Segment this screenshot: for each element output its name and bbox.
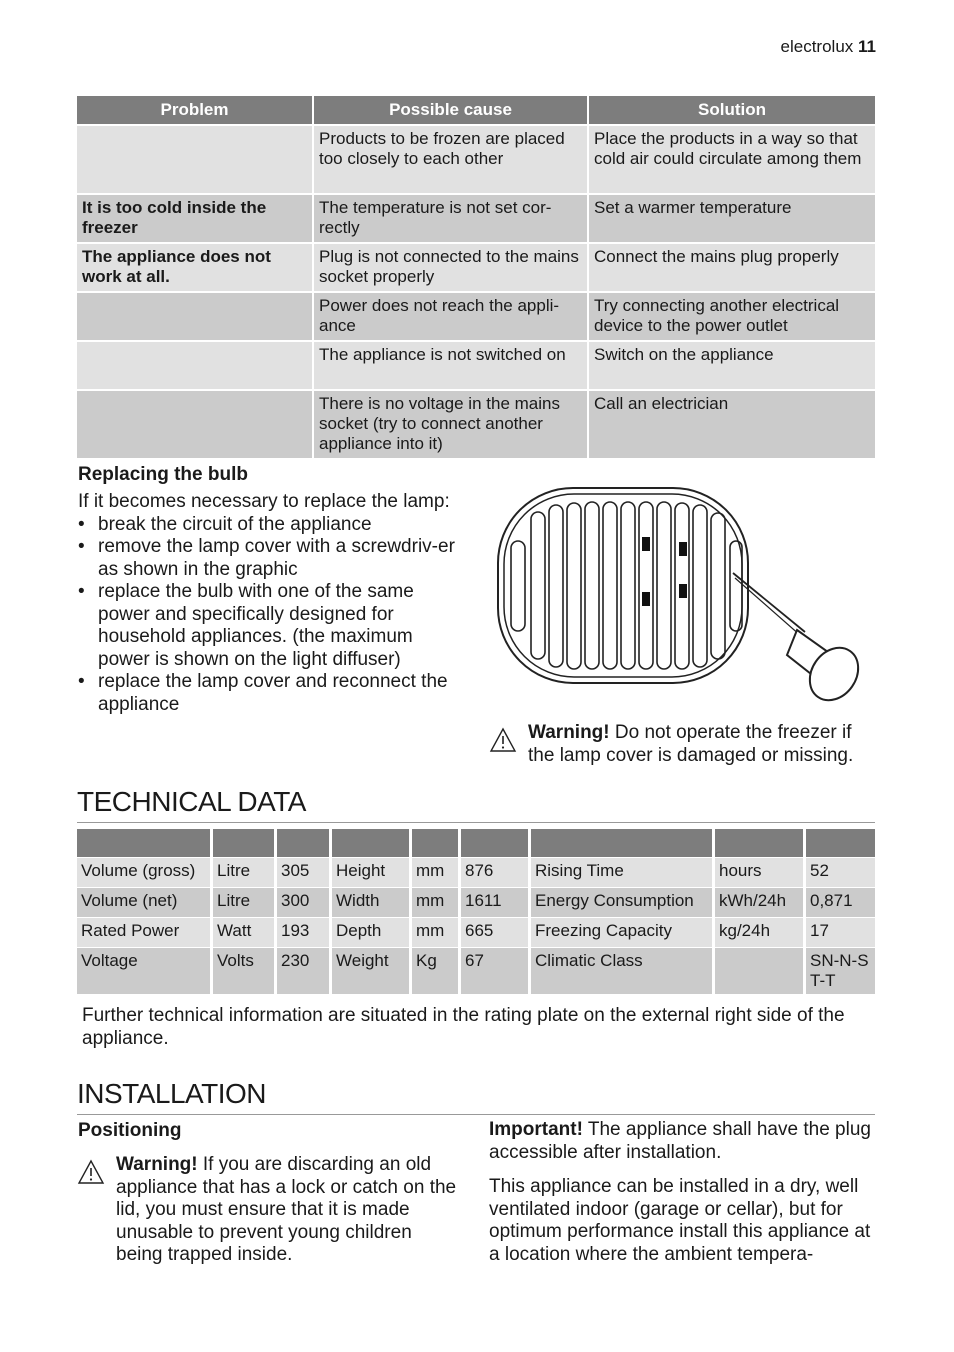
problem-cell [77,291,314,340]
table-cell: 67 [461,947,531,994]
brand-name: electrolux [780,37,854,56]
bulb-steps-list [78,514,463,717]
table-cell: Climatic Class [531,947,715,994]
table-row [77,242,875,291]
header-cell [715,829,806,857]
important-note [489,1119,875,1164]
table-cell: SN-N-ST-T [806,947,875,994]
bulb-instructions [78,491,463,716]
header-cell [412,829,461,857]
table-cell: Kg [412,947,461,994]
list-item: • remove the lamp cover with a screwdriv-er as shown in the graphic [78,536,463,581]
header-cell [213,829,277,857]
table-cell: Rated Power [77,917,213,947]
table-cell: Freezing Capacity [531,917,715,947]
table-cell: Depth [332,917,412,947]
column-header-solution: Solution [589,96,875,124]
solution-cell: Set a warmer temperature [589,193,875,242]
table-cell: kWh/24h [715,887,806,917]
table-cell: kg/24h [715,917,806,947]
table-cell: Weight [332,947,412,994]
solution-cell: Switch on the appliance [589,340,875,389]
table-cell: mm [412,857,461,887]
lamp-cover-illustration [495,485,865,705]
table-cell: 52 [806,857,875,887]
problem-cell [77,389,314,458]
technical-data-heading: TECHNICAL DATA [77,786,306,817]
important-label: Important! [489,1119,583,1140]
cause-cell: Products to be frozen are placed too closely to each other [314,124,589,193]
table-cell: 1611 [461,887,531,917]
problem-cell [77,340,314,389]
solution-cell: Call an electrician [589,389,875,458]
table-cell: Watt [213,917,277,947]
table-row [77,124,875,193]
table-cell: hours [715,857,806,887]
problem-cell: It is too cold inside the freezer [77,193,314,242]
list-item: • replace the lamp cover and reconnect the appliance [78,671,463,716]
technical-note: Further technical information are situated in the rating plate on the external right side of the appliance. [82,1005,845,1049]
column-header-problem: Problem [77,96,314,124]
table-cell: Width [332,887,412,917]
warning-icon [77,1159,105,1185]
header-cell [461,829,531,857]
table-row [77,857,875,887]
header-cell [77,829,213,857]
table-row [77,389,875,458]
solution-cell: Place the products in a way so that cold air could circulate among them [589,124,875,193]
table-cell: 305 [277,857,332,887]
table-row [77,193,875,242]
warning-text: If you are discarding an old appliance that has a lock or catch on the lid, you must ensure that it is made unusable to prevent young children being trapped inside. [116,1154,457,1265]
header-cell [531,829,715,857]
table-row [77,340,875,389]
table-cell: 230 [277,947,332,994]
table-cell: Litre [213,857,277,887]
solution-cell: Connect the mains plug properly [589,242,875,291]
bulb-intro: If it becomes necessary to replace the lamp: [78,491,450,512]
warning-icon [489,727,517,753]
bulb-heading: Replacing the bulb [78,464,248,485]
important-text: The appliance shall have the plug accessible after installation. [489,1119,871,1163]
screwdriver-icon [733,573,865,705]
table-cell: Energy Consumption [531,887,715,917]
table-row [77,947,875,994]
table-row [77,917,875,947]
page-number: 11 [858,37,876,56]
positioning-heading: Positioning [78,1120,182,1141]
section-divider [77,1114,875,1115]
cause-cell: Power does not reach the appli-ance [314,291,589,340]
lamp-warning [528,722,873,767]
column-header-cause: Possible cause [314,96,589,124]
technical-data-table [77,829,875,994]
installation-paragraph: This appliance can be installed in a dry, well ventilated indoor (garage or cellar), but for optimum performance install this appliance at a location where the ambient tempera- [489,1176,871,1265]
header-cell [806,829,875,857]
page-header [781,37,876,57]
table-cell: 300 [277,887,332,917]
warning-label: Warning! [116,1154,198,1175]
section-divider [77,822,875,823]
table-cell: Height [332,857,412,887]
problem-cell: The appliance does not work at all. [77,242,314,291]
table-cell: 665 [461,917,531,947]
table-row [77,887,875,917]
warning-label: Warning! [528,722,610,743]
solution-cell: Try connecting another electrical device to the power outlet [589,291,875,340]
installation-heading: INSTALLATION [77,1078,267,1109]
table-cell: 17 [806,917,875,947]
cause-cell: The appliance is not switched on [314,340,589,389]
positioning-warning [116,1154,461,1267]
table-row [77,291,875,340]
troubleshooting-table [77,96,875,458]
header-cell [277,829,332,857]
table-cell: 876 [461,857,531,887]
warning-text: Do not operate the freezer if the lamp cover is damaged or missing. [528,722,854,766]
cause-cell: Plug is not connected to the mains socket properly [314,242,589,291]
list-item: • replace the bulb with one of the same power and specifically designed for household appliances. (the maximum power is shown on the light diffuser) [78,581,463,671]
table-cell: 0,871 [806,887,875,917]
cause-cell: The temperature is not set cor-rectly [314,193,589,242]
table-cell: Volume (gross) [77,857,213,887]
table-cell: 193 [277,917,332,947]
list-item: • break the circuit of the appliance [78,514,463,537]
table-cell: Litre [213,887,277,917]
table-header-row [77,829,875,857]
cause-cell: There is no voltage in the mains socket (try to connect another appliance into it) [314,389,589,458]
header-cell [332,829,412,857]
table-cell: Rising Time [531,857,715,887]
table-cell: mm [412,887,461,917]
table-cell: Voltage [77,947,213,994]
table-cell: mm [412,917,461,947]
table-cell: Volume (net) [77,887,213,917]
problem-cell [77,124,314,193]
table-cell: Volts [213,947,277,994]
table-cell [715,947,806,994]
